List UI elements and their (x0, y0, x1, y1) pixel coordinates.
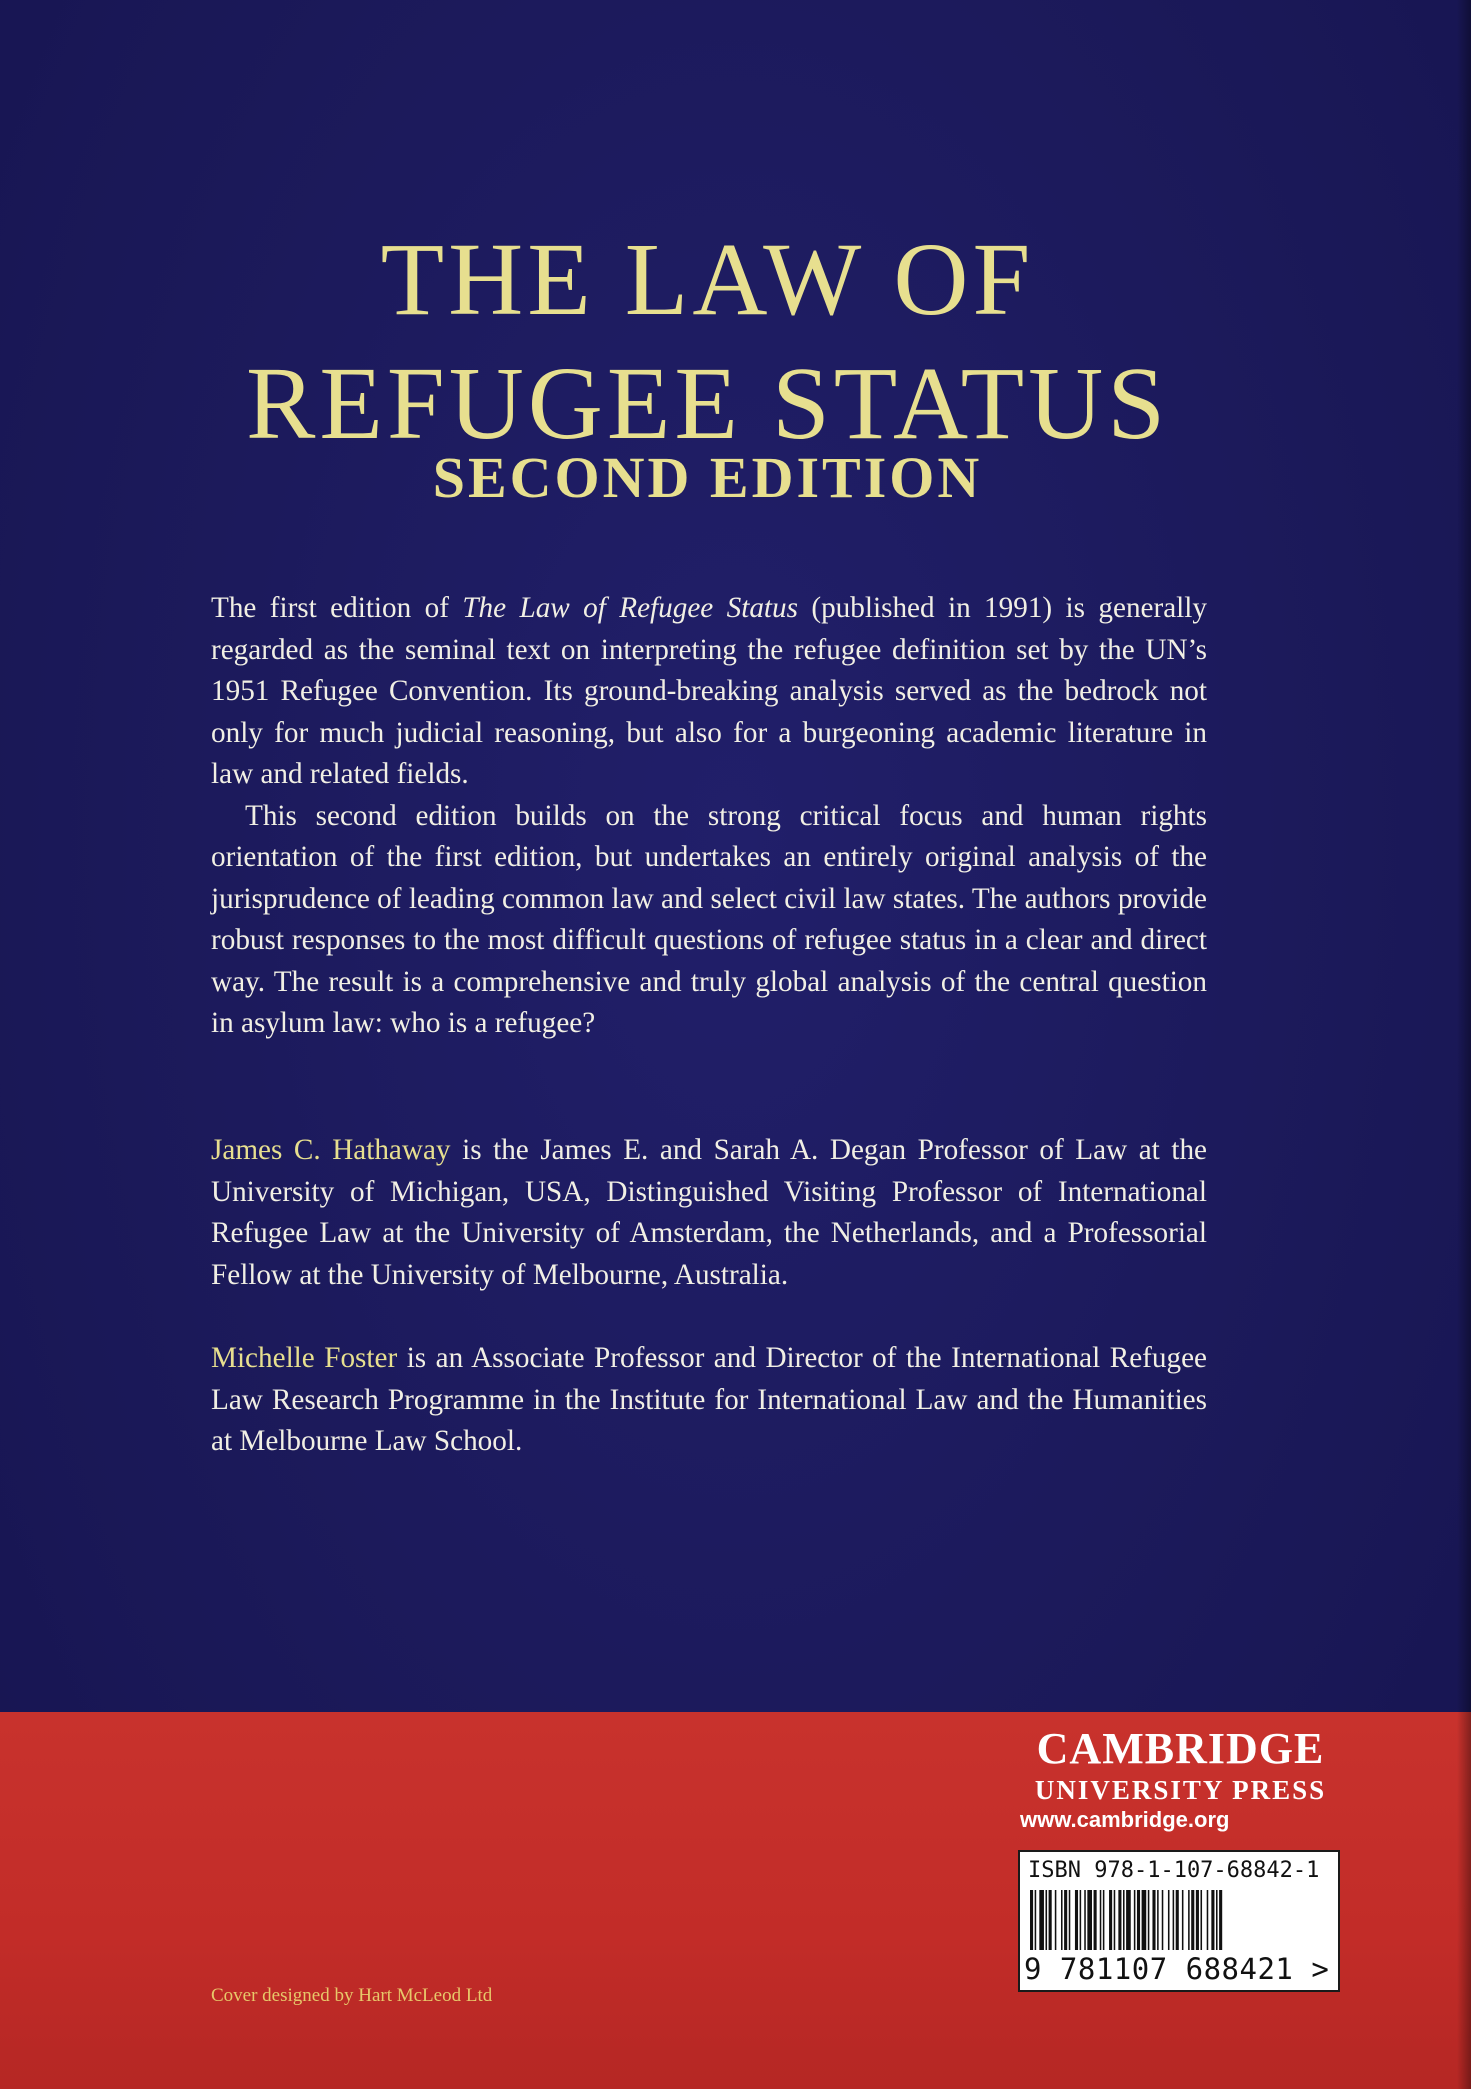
barcode-bars (1028, 1890, 1334, 1950)
barcode-bar (1087, 1890, 1092, 1950)
barcode-bar (1061, 1890, 1063, 1950)
publisher-subname: UNIVERSITY PRESS (1034, 1775, 1327, 1805)
author-bio-1 (211, 1130, 1207, 1296)
barcode-bar (1148, 1890, 1150, 1950)
isbn-barcode (1018, 1850, 1340, 1992)
publisher-logo (1018, 1724, 1343, 1806)
barcode-bar (1103, 1890, 1105, 1950)
author-bio-text-2: is an Associate Professor and Director of the International Refugee Law Research Programme in the Institute for International Law and the Humanities at Melbourne Law School. (211, 1342, 1207, 1457)
barcode-bar (1173, 1890, 1175, 1950)
publisher-url: www.cambridge.org (1020, 1807, 1230, 1832)
title-line-1: THE LAW OF (380, 221, 1035, 337)
barcode-bar (1064, 1890, 1067, 1950)
barcode-bar (1176, 1890, 1179, 1950)
author-name-2: Michelle Foster (211, 1342, 398, 1374)
barcode-bar (1080, 1890, 1082, 1950)
edition-label: SECOND EDITION (432, 445, 983, 510)
barcode-bar (1030, 1890, 1033, 1950)
barcode-bar (1069, 1890, 1071, 1950)
barcode-bar (1191, 1890, 1194, 1950)
barcode-bar (1075, 1890, 1078, 1950)
barcode-bar (1216, 1890, 1218, 1950)
barcode-bar (1219, 1890, 1222, 1950)
barcode-bar (1118, 1890, 1121, 1950)
title-line-2: REFUGEE STATUS (245, 345, 1170, 461)
publisher-name: CAMBRIDGE (1036, 1724, 1325, 1773)
barcode-bar (1157, 1890, 1159, 1950)
barcode-bar (1126, 1890, 1131, 1950)
barcode-bar (1035, 1890, 1037, 1950)
description-paragraph-2: This second edition builds on the strong critical focus and human rights orientation of the first edition, but undertakes an entirely original analysis of the jurisprudence of leading common law and select civil law states. The authors provide robust responses to the most difficult questions of refugee status in a clear and direct way. The result is a comprehensive and truly global analysis of the central question in asylum law: who is a refugee? (211, 799, 1207, 1039)
description-p1-start: The first edition of (211, 592, 463, 624)
barcode-bar (1049, 1890, 1052, 1950)
book-description (211, 588, 1207, 1045)
description-p1-italic-title: The Law of Refugee Status (462, 592, 798, 624)
barcode-bar (1114, 1890, 1116, 1950)
barcode-bar (1207, 1890, 1209, 1950)
author-bio-2 (211, 1338, 1207, 1463)
barcode-bar (1046, 1890, 1048, 1950)
barcode-bar (1188, 1890, 1190, 1950)
barcode-bar (1211, 1890, 1214, 1950)
barcode-bar (1182, 1890, 1184, 1950)
barcode-bar (1152, 1890, 1155, 1950)
barcode-bar (1039, 1890, 1044, 1950)
barcode-bar (1123, 1890, 1125, 1950)
description-p1-end: (published in 1991) is generally regarded as the seminal text on interpreting the refugee definition set by the UN’s 1951 Refugee Convention. Its ground-breaking analysis served as the bedrock not only for much judicial reasoning, but also for a burgeoning academic literature in law and related fields. (211, 592, 1207, 790)
barcode-bar (1100, 1890, 1102, 1950)
cover-edge-shadow (1457, 0, 1471, 2089)
cover-design-credit: Cover designed by Hart McLeod Ltd (211, 1985, 493, 2006)
isbn-label: ISBN 978-1-107-68842-1 (1028, 1858, 1320, 1883)
barcode-bar (1094, 1890, 1097, 1950)
barcode-bar (1142, 1890, 1147, 1950)
barcode-bar (1196, 1890, 1199, 1950)
barcode-bar (1168, 1890, 1170, 1950)
book-title (0, 218, 1415, 466)
author-bio-text-1: is the James E. and Sarah A. Degan Professor of Law at the University of Michigan, USA, Distinguished Visiting Professor of International Refugee Law at the University of Amsterdam, the Netherlands, and a Professorial Fellow at the University of Melbourne, Australia. (211, 1134, 1207, 1291)
barcode-bar (1137, 1890, 1140, 1950)
barcode-bar (1084, 1890, 1086, 1950)
description-paragraph-1 (211, 588, 1207, 796)
barcode-bar (1134, 1890, 1136, 1950)
author-name-1: James C. Hathaway (211, 1134, 451, 1166)
barcode-bar (1055, 1890, 1057, 1950)
barcode-bar (1201, 1890, 1203, 1950)
barcode-digits: 9 781107 688421 > (1024, 1952, 1330, 1986)
barcode-bar (1109, 1890, 1112, 1950)
barcode-bar (1162, 1890, 1164, 1950)
